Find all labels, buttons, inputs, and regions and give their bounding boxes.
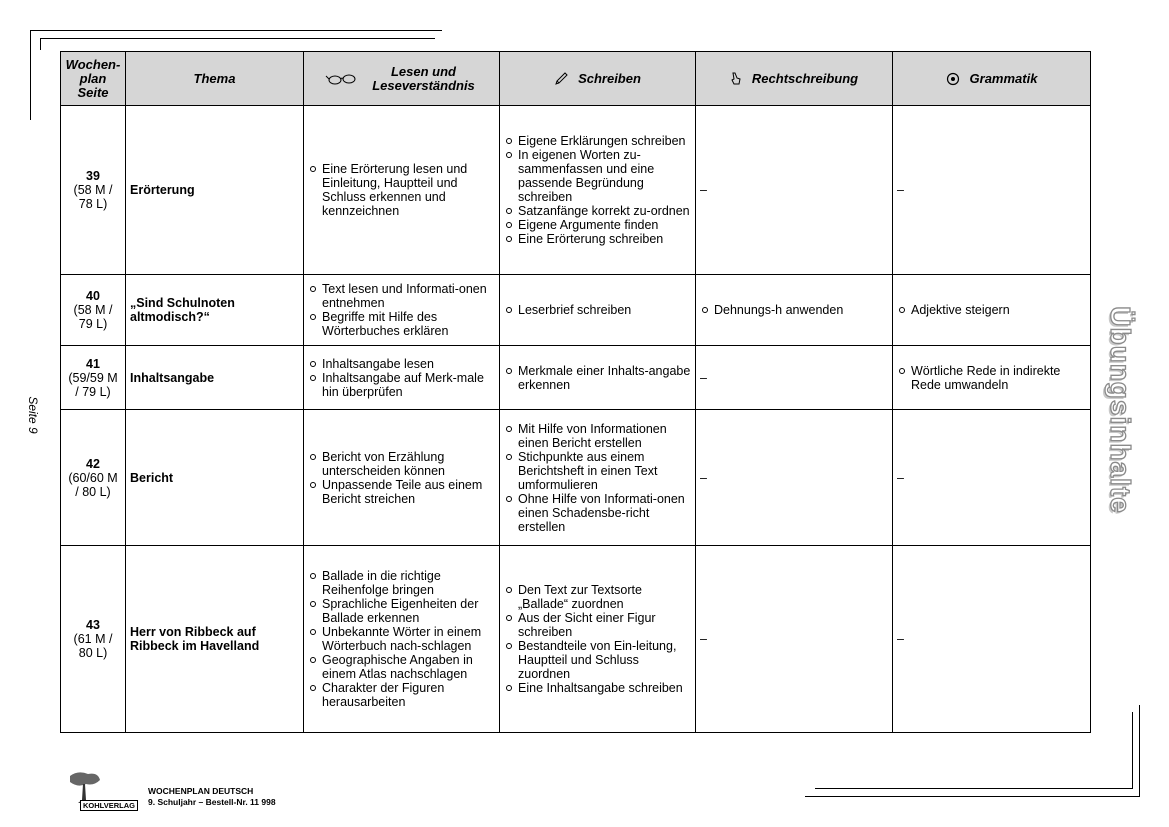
lesen-cell bbox=[304, 410, 500, 546]
list-item: Sprachliche Eigenheiten der Ballade erkennen bbox=[308, 597, 495, 625]
list-item: Charakter der Figuren herausarbeiten bbox=[308, 681, 495, 709]
frame-right-line-inner bbox=[1132, 712, 1133, 789]
list-item: Text lesen und Informati-onen entnehmen bbox=[308, 282, 495, 310]
publisher-logo: KOHLVERLAG bbox=[64, 770, 140, 812]
list-item: Unbekannte Wörter in einem Wörterbuch nach-schlagen bbox=[308, 625, 495, 653]
list-item: Adjektive steigern bbox=[897, 303, 1086, 317]
list-item: Wörtliche Rede in indirekte Rede umwandeln bbox=[897, 364, 1086, 392]
thema-cell: „Sind Schulnoten altmodisch?“ bbox=[126, 275, 304, 346]
frame-left-line-inner bbox=[40, 38, 41, 50]
header-recht: Rechtschreibung bbox=[696, 52, 893, 106]
seite-cell: 41 (59/59 M / 79 L) bbox=[61, 346, 126, 410]
recht-cell: – bbox=[696, 346, 893, 410]
table-row bbox=[61, 346, 1091, 410]
list-item: Den Text zur Textsorte „Ballade“ zuordnen bbox=[504, 583, 691, 611]
thema-cell: Inhaltsangabe bbox=[126, 346, 304, 410]
tree-icon bbox=[64, 770, 104, 804]
schreiben-cell bbox=[500, 410, 696, 546]
hand-icon bbox=[730, 72, 742, 86]
recht-cell: – bbox=[696, 546, 893, 733]
frame-top-line bbox=[30, 30, 442, 31]
schreiben-cell bbox=[500, 546, 696, 733]
recht-cell: – bbox=[696, 106, 893, 275]
lesen-cell bbox=[304, 546, 500, 733]
footer bbox=[64, 770, 276, 812]
table-row bbox=[61, 410, 1091, 546]
gram-cell bbox=[893, 275, 1091, 346]
footer-text: WOCHENPLAN DEUTSCH 9. Schuljahr – Bestell-Nr. 11 998 bbox=[148, 786, 276, 807]
thema-cell: Bericht bbox=[126, 410, 304, 546]
list-item: Eine Inhaltsangabe schreiben bbox=[504, 681, 691, 695]
list-item: Bericht von Erzählung unterscheiden können bbox=[308, 450, 495, 478]
recht-cell bbox=[696, 275, 893, 346]
list-item: Begriffe mit Hilfe des Wörterbuches erklären bbox=[308, 310, 495, 338]
table-row bbox=[61, 106, 1091, 275]
pen-icon bbox=[554, 72, 568, 86]
header-seite: Wochen-plan Seite bbox=[61, 52, 126, 106]
list-item: Eigene Erklärungen schreiben bbox=[504, 134, 691, 148]
header-schreiben: Schreiben bbox=[500, 52, 696, 106]
list-item: Satzanfänge korrekt zu-ordnen bbox=[504, 204, 691, 218]
frame-bottom-line bbox=[805, 796, 1140, 797]
list-item: Ohne Hilfe von Informati-onen einen Schadensbe-richt erstellen bbox=[504, 492, 691, 534]
list-item: Stichpunkte aus einem Berichtsheft in einen Text umformulieren bbox=[504, 450, 691, 492]
list-item: Inhaltsangabe lesen bbox=[308, 357, 495, 371]
list-item: Geographische Angaben in einem Atlas nachschlagen bbox=[308, 653, 495, 681]
seite-cell: 42 (60/60 M / 80 L) bbox=[61, 410, 126, 546]
schreiben-cell bbox=[500, 275, 696, 346]
frame-bottom-line-inner bbox=[815, 788, 1133, 789]
schreiben-cell bbox=[500, 346, 696, 410]
gram-cell: – bbox=[893, 106, 1091, 275]
seite-cell: 43 (61 M / 80 L) bbox=[61, 546, 126, 733]
thema-cell: Herr von Ribbeck auf Ribbeck im Havelland bbox=[126, 546, 304, 733]
header-row bbox=[61, 52, 1091, 106]
recht-cell: – bbox=[696, 410, 893, 546]
list-item: Inhaltsangabe auf Merk-male hin überprüfen bbox=[308, 371, 495, 399]
table-row bbox=[61, 546, 1091, 733]
list-item: Mit Hilfe von Informationen einen Bericht erstellen bbox=[504, 422, 691, 450]
target-icon bbox=[946, 72, 960, 86]
seite-cell: 40 (58 M / 79 L) bbox=[61, 275, 126, 346]
schreiben-cell bbox=[500, 106, 696, 275]
gram-cell: – bbox=[893, 410, 1091, 546]
seite-cell: 39 (58 M / 78 L) bbox=[61, 106, 126, 275]
list-item: Unpassende Teile aus einem Bericht streichen bbox=[308, 478, 495, 506]
list-item: Eigene Argumente finden bbox=[504, 218, 691, 232]
frame-left-line bbox=[30, 30, 31, 120]
list-item: Merkmale einer Inhalts-angabe erkennen bbox=[504, 364, 691, 392]
weekly-plan-table bbox=[60, 51, 1091, 733]
thema-cell: Erörterung bbox=[126, 106, 304, 275]
gram-cell: – bbox=[893, 546, 1091, 733]
list-item: Aus der Sicht einer Figur schreiben bbox=[504, 611, 691, 639]
header-thema: Thema bbox=[126, 52, 304, 106]
frame-top-line-inner bbox=[40, 38, 435, 39]
lesen-cell bbox=[304, 346, 500, 410]
list-item: Leserbrief schreiben bbox=[504, 303, 691, 317]
table-row bbox=[61, 275, 1091, 346]
glasses-icon bbox=[325, 71, 359, 87]
lesen-cell bbox=[304, 106, 500, 275]
list-item: Dehnungs-h anwenden bbox=[700, 303, 888, 317]
frame-right-line bbox=[1139, 705, 1140, 797]
list-item: Ballade in die richtige Reihenfolge bringen bbox=[308, 569, 495, 597]
list-item: Bestandteile von Ein-leitung, Hauptteil und Schluss zuordnen bbox=[504, 639, 691, 681]
lesen-cell bbox=[304, 275, 500, 346]
header-gram: Grammatik bbox=[893, 52, 1091, 106]
header-lesen: Lesen und Leseverständnis bbox=[304, 52, 500, 106]
list-item: In eigenen Worten zu-sammenfassen und eine passende Begründung schreiben bbox=[504, 148, 691, 204]
gram-cell bbox=[893, 346, 1091, 410]
list-item: Eine Erörterung lesen und Einleitung, Hauptteil und Schluss erkennen und kennzeichnen bbox=[308, 162, 495, 218]
list-item: Eine Erörterung schreiben bbox=[504, 232, 691, 246]
